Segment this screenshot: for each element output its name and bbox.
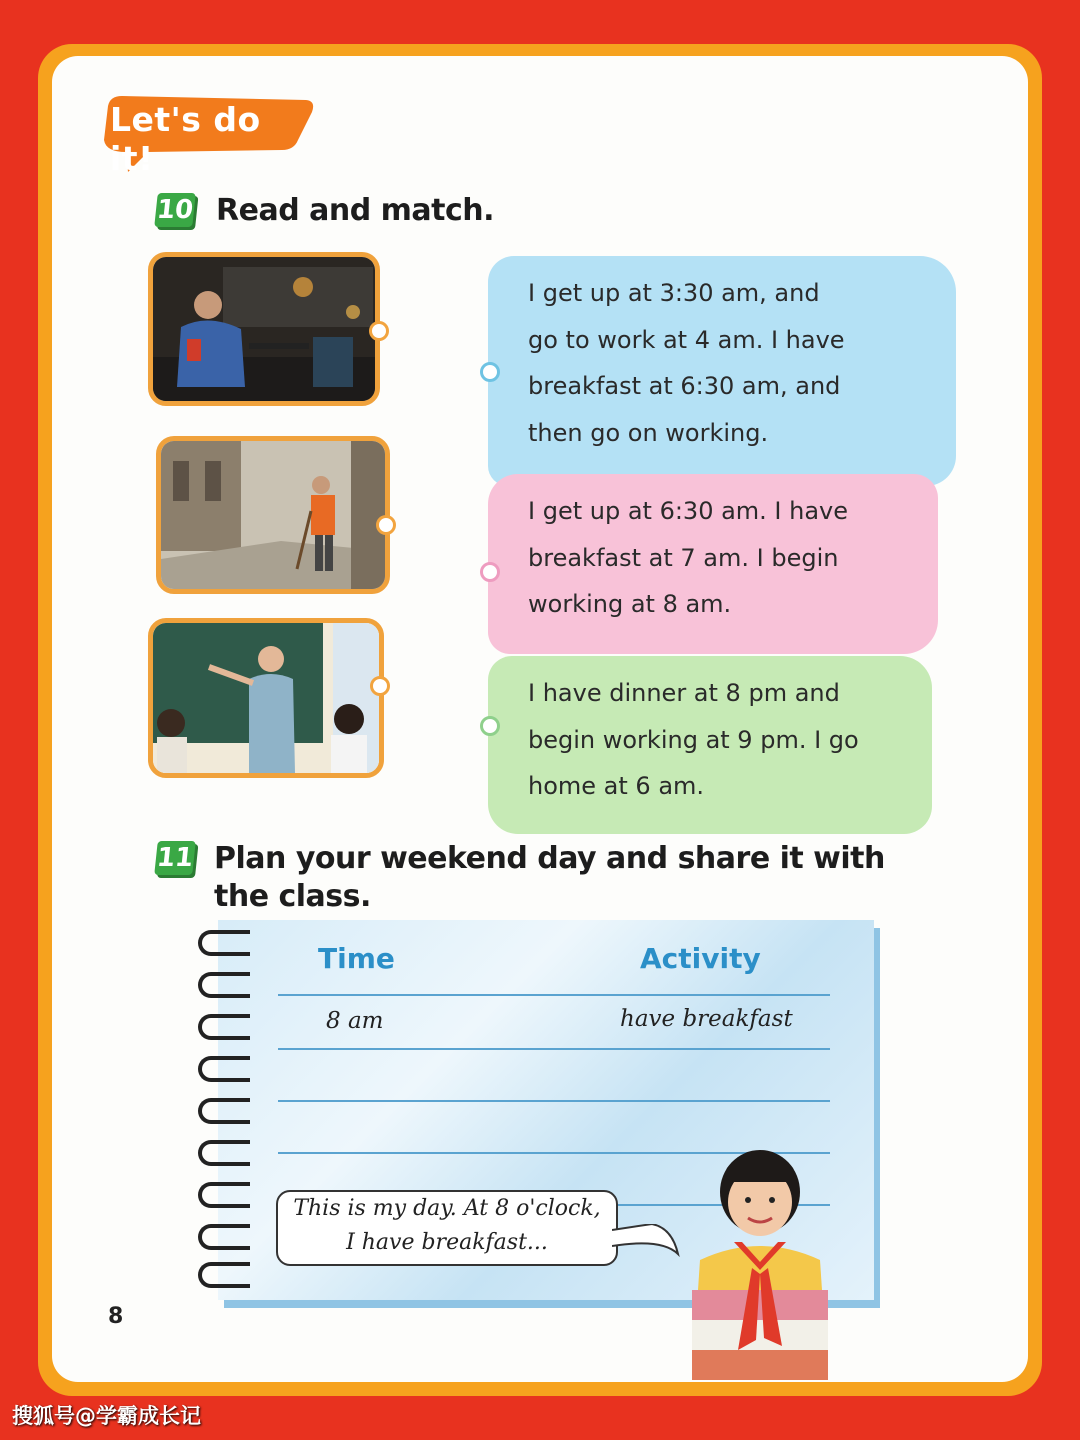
speech-tail: [612, 1224, 682, 1258]
activity-column-header: Activity: [640, 942, 761, 975]
table-line: [278, 1048, 830, 1050]
bubble-1-line-4: then go on working.: [528, 418, 769, 447]
speech-bubble: [276, 1190, 618, 1266]
bubble-2-line-1: I get up at 6:30 am. I have: [528, 497, 849, 525]
example-time-cell: 8 am: [326, 1008, 384, 1034]
spiral-ring: [198, 1056, 250, 1082]
text-bubble-1: [488, 256, 956, 486]
match-dot-photo-2[interactable]: [376, 515, 396, 535]
exercise-10-title: Read and match.: [216, 193, 495, 228]
spiral-ring: [198, 1262, 250, 1288]
exercise-11-number: 11: [155, 843, 195, 873]
teacher-illustration: [153, 623, 379, 773]
photo-street-sweeper: [156, 436, 390, 594]
table-line: [278, 994, 830, 996]
spiral-ring: [198, 930, 250, 956]
bubble-2-line-3: working at 8 am.: [528, 590, 732, 618]
photo-bus-driver: [148, 252, 380, 406]
bus-driver-illustration: [153, 257, 375, 401]
text-bubble-2: [488, 474, 938, 654]
spiral-ring: [198, 1224, 250, 1250]
bubble-2-line-2: breakfast at 7 am. I begin: [528, 543, 839, 572]
table-line: [278, 1100, 830, 1102]
spiral-ring: [198, 1140, 250, 1166]
spiral-ring: [198, 1182, 250, 1208]
exercise-11-title-line-1: Plan your weekend day and share it with: [214, 841, 885, 876]
bubble-1-line-2: go to work at 4 am. I have: [528, 325, 845, 354]
girl-illustration: [682, 1150, 838, 1380]
street-sweeper-illustration: [161, 441, 385, 589]
exercise-11-title-line-2: the class.: [214, 879, 371, 914]
banner-title: Let's do it!: [110, 100, 261, 178]
watermark-text: 搜狐号@学霸成长记: [12, 1404, 201, 1428]
match-dot-text-3[interactable]: [480, 716, 500, 736]
time-column-header: Time: [318, 942, 395, 975]
match-dot-photo-1[interactable]: [369, 321, 389, 341]
bubble-3-line-1: I have dinner at 8 pm and: [528, 679, 840, 707]
spiral-ring: [198, 1098, 250, 1124]
photo-teacher: [148, 618, 384, 778]
speech-line-2: I have breakfast...: [346, 1230, 548, 1255]
bubble-1-line-3: breakfast at 6:30 am, and: [528, 372, 841, 400]
bubble-1-line-1: I get up at 3:30 am, and: [528, 279, 820, 307]
match-dot-photo-3[interactable]: [370, 676, 390, 696]
match-dot-text-2[interactable]: [480, 562, 500, 582]
bubble-3-line-2: begin working at 9 pm. I go: [528, 725, 859, 754]
exercise-10-number: 10: [155, 195, 195, 225]
example-activity-cell: have breakfast: [620, 1006, 793, 1032]
text-bubble-3: [488, 656, 932, 834]
spiral-ring: [198, 1014, 250, 1040]
bubble-3-line-3: home at 6 am.: [528, 772, 705, 800]
page-number: 8: [108, 1304, 124, 1329]
speech-line-1: This is my day. At 8 o'clock,: [293, 1196, 601, 1221]
match-dot-text-1[interactable]: [480, 362, 500, 382]
spiral-ring: [198, 972, 250, 998]
